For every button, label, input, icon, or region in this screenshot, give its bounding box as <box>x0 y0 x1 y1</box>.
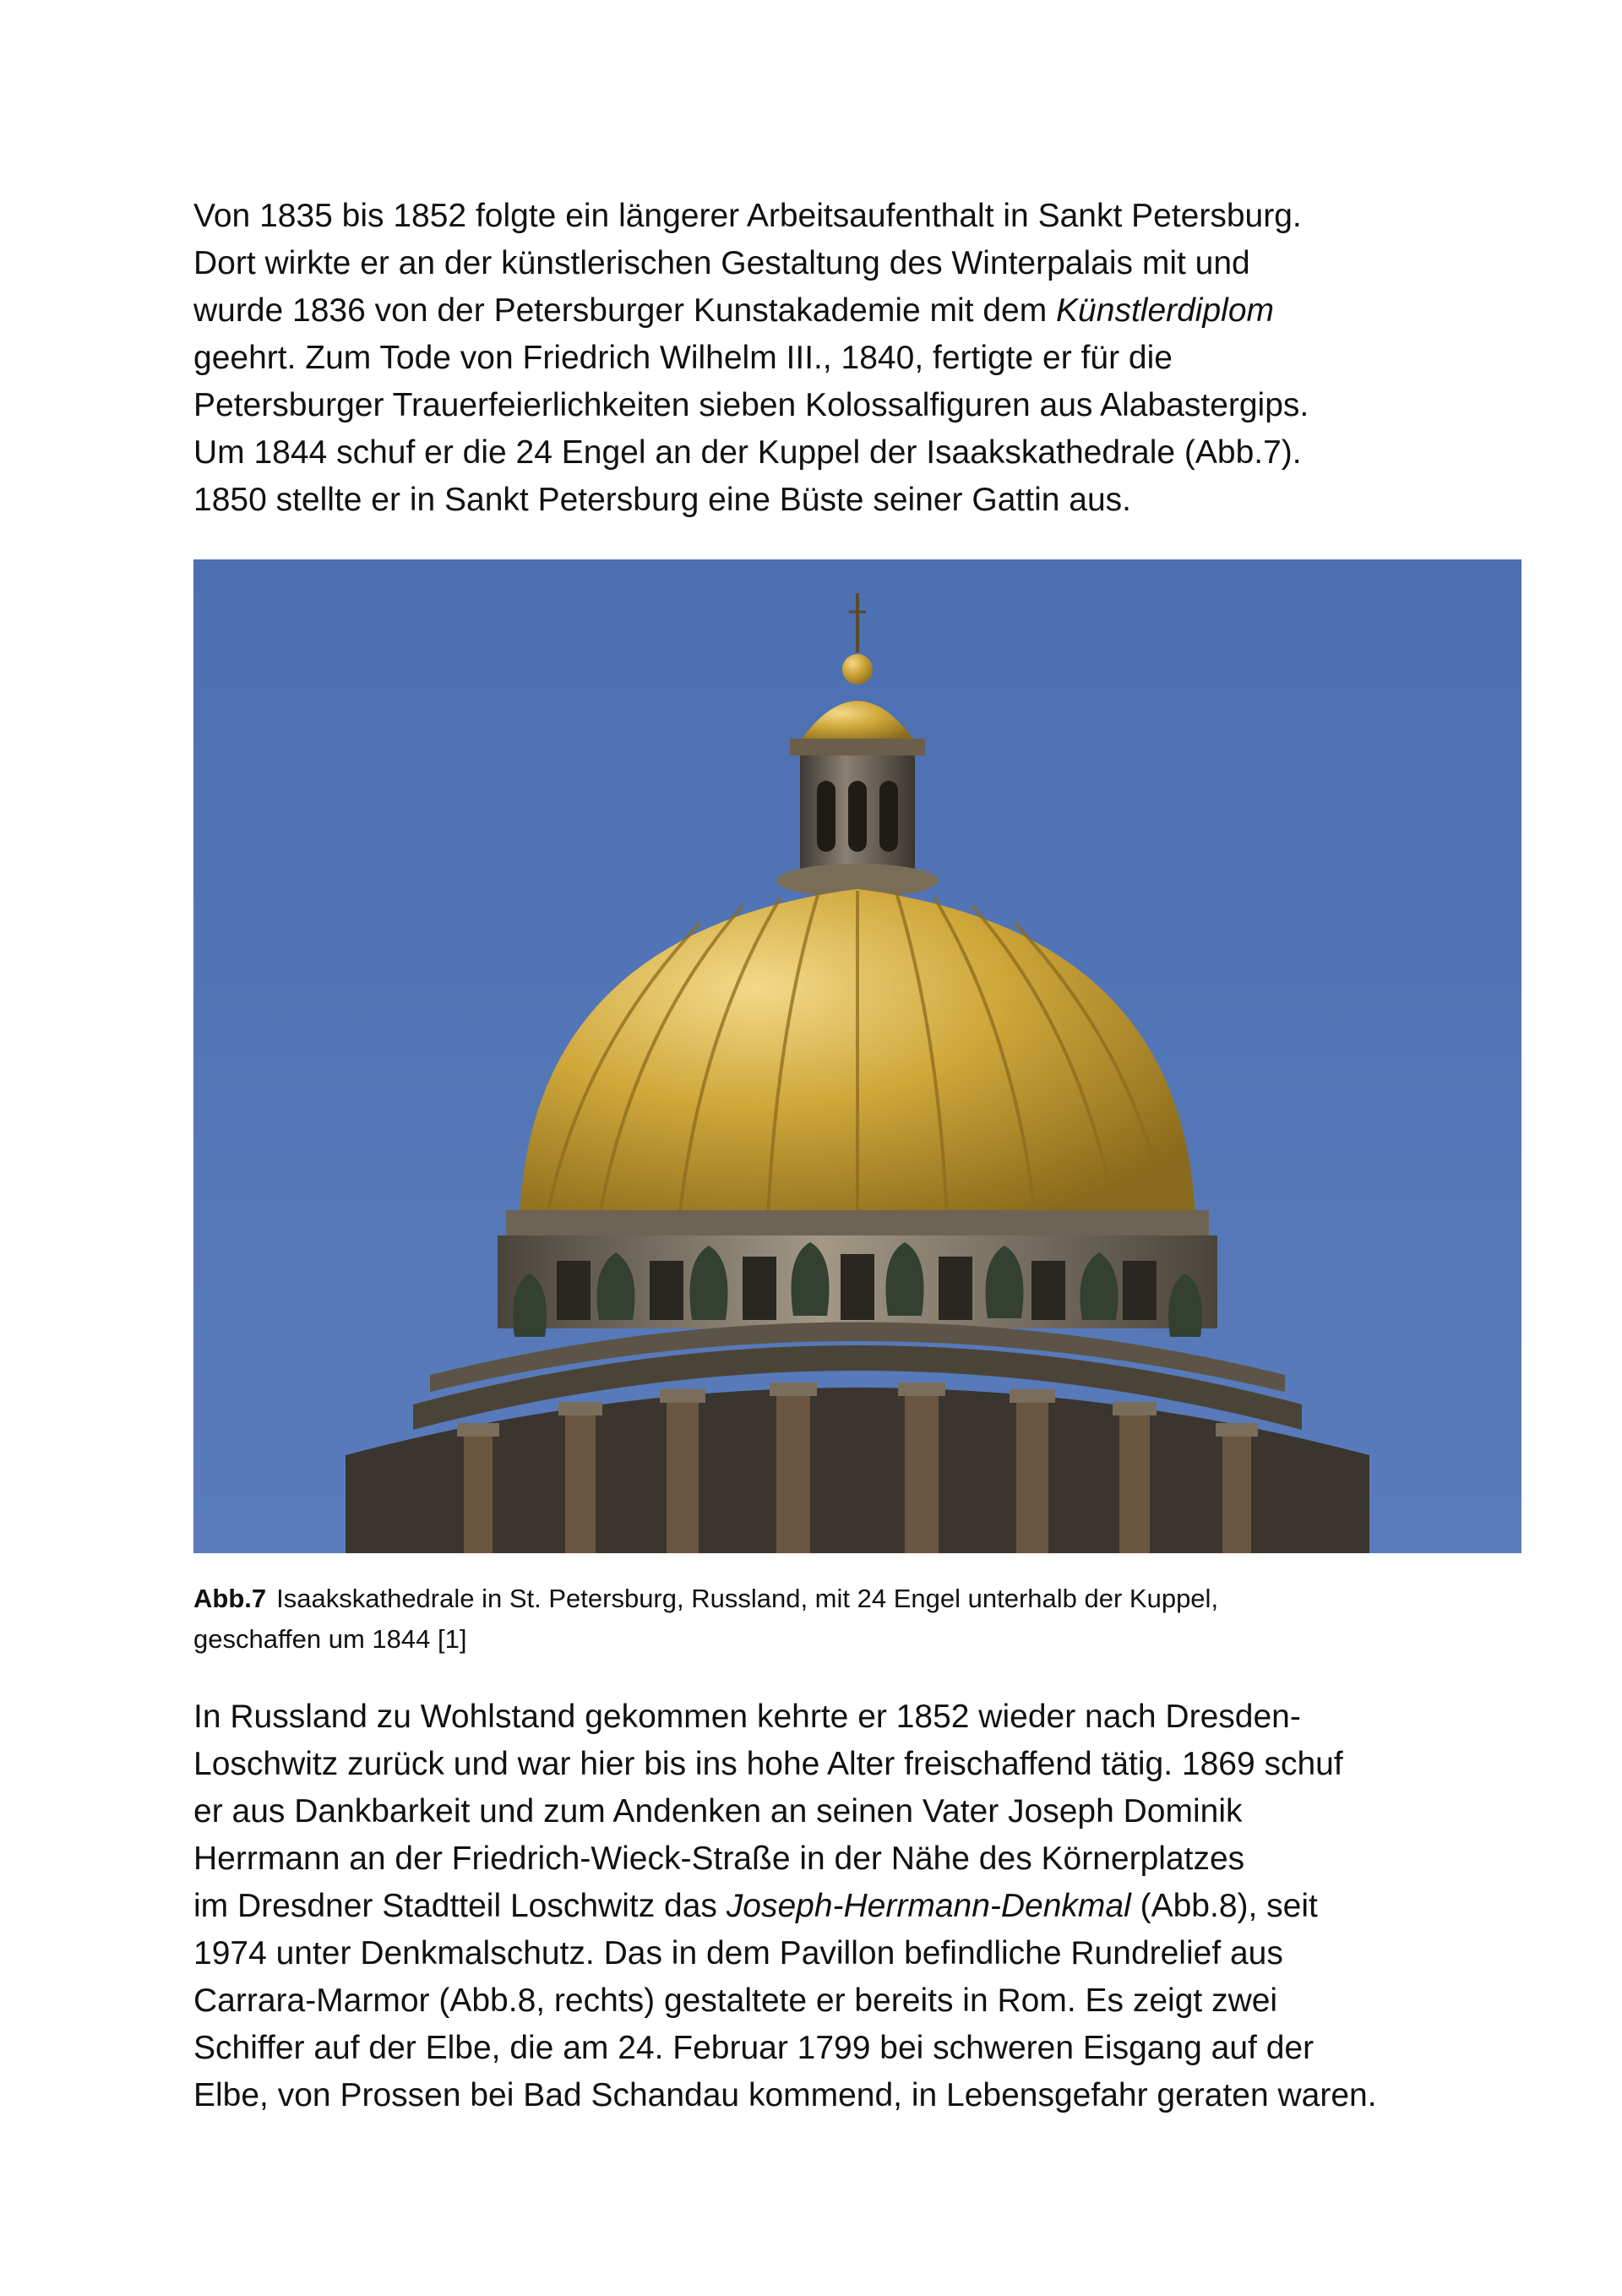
text-line: Dort wirkte er an der künstlerischen Gestaltung des Winterpalais mit und <box>193 245 1250 281</box>
dome-cornice <box>506 1210 1209 1235</box>
lantern-cornice <box>790 739 925 755</box>
text-line: 1974 unter Denkmalschutz. Das in dem Pavillon befindliche Rundrelief aus <box>193 1935 1283 1972</box>
text-line: Loschwitz zurück und war hier bis ins hohe Alter freischaffend tätig. 1869 schuf <box>193 1746 1343 1782</box>
emphasis-denkmal: Joseph-Herrmann-Denkmal <box>726 1888 1131 1924</box>
lantern-window <box>848 781 867 852</box>
caption-line <box>193 1579 1511 1619</box>
text-line: Herrmann an der Friedrich-Wieck-Straße in der Nähe des Körnerplatzes <box>193 1841 1245 1877</box>
text-segment: wurde 1836 von der Petersburger Kunstakademie mit dem <box>193 292 1057 329</box>
caption-line: geschaffen um 1844 [1] <box>193 1624 467 1654</box>
text-line: Carrara-Marmor (Abb.8, rechts) gestaltete er bereits in Rom. Es zeigt zwei <box>193 1982 1278 2019</box>
text-segment: (Abb.8), seit <box>1130 1888 1318 1924</box>
photo-illustration <box>193 559 1521 1553</box>
text-segment: im Dresdner Stadtteil Loschwitz das <box>193 1888 727 1924</box>
figure-caption <box>193 1579 1511 1660</box>
text-line: Von 1835 bis 1852 folgte ein längerer Arbeitsaufenthalt in Sankt Petersburg. <box>193 198 1302 234</box>
text-line: 1850 stellte er in Sankt Petersburg eine Büste seiner Gattin aus. <box>193 482 1131 518</box>
text-line: er aus Dankbarkeit und zum Andenken an seinen Vater Joseph Dominik <box>193 1793 1243 1830</box>
text-line <box>193 287 1478 335</box>
cathedral-dome-photo <box>193 559 1521 1553</box>
caption-text: Isaakskathedrale in St. Petersburg, Russland, mit 24 Engel unterhalb der Kuppel, <box>276 1584 1219 1613</box>
paragraph-intro <box>193 193 1478 524</box>
text-line: geehrt. Zum Tode von Friedrich Wilhelm III., 1840, fertigte er für die <box>193 340 1173 376</box>
paragraph-return <box>193 1693 1478 2119</box>
text-line: Schiffer auf der Elbe, die am 24. Februar 1799 bei schweren Eisgang auf der <box>193 2030 1314 2066</box>
lantern-window <box>817 781 835 852</box>
emphasis-kuenstlerdiplom: Künstlerdiplom <box>1056 292 1275 329</box>
caption-label: Abb.7 <box>193 1584 267 1613</box>
text-line: Um 1844 schuf er die 24 Engel an der Kuppel der Isaakskathedrale (Abb.7). <box>193 434 1302 471</box>
dome-orb <box>842 654 873 684</box>
text-line: Petersburger Trauerfeierlichkeiten sieben Kolossalfiguren aus Alabastergips. <box>193 387 1309 423</box>
text-line <box>193 1883 1478 1930</box>
lantern-window <box>879 781 898 852</box>
text-line: In Russland zu Wohlstand gekommen kehrte er 1852 wieder nach Dresden- <box>193 1699 1301 1735</box>
text-line: Elbe, von Prossen bei Bad Schandau kommend, in Lebensgefahr geraten waren. <box>193 2077 1377 2113</box>
